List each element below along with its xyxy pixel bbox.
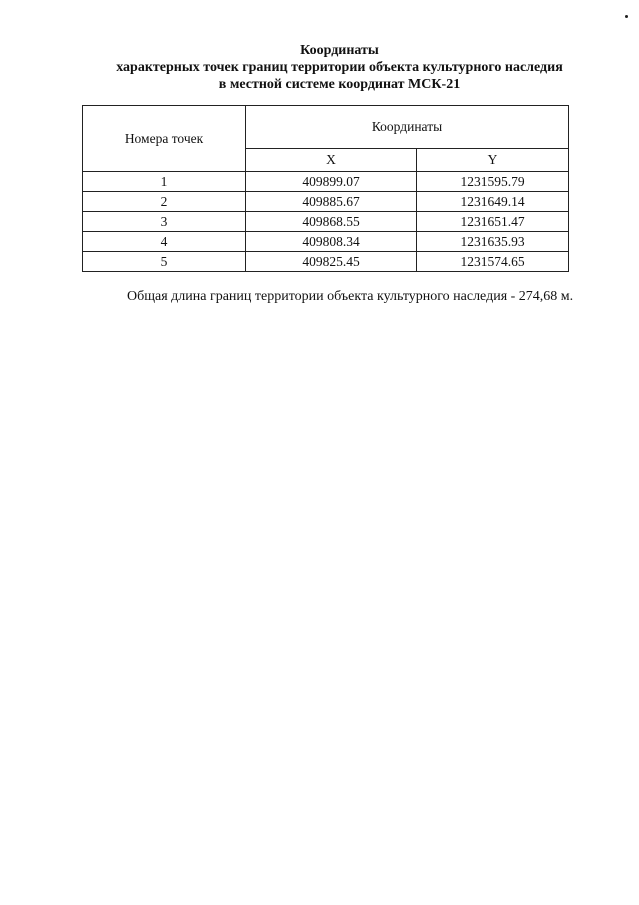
x-coordinate-cell: 409808.34 <box>246 232 417 252</box>
table-row <box>83 192 569 212</box>
coordinates-table <box>82 105 569 272</box>
point-number-cell: 5 <box>83 252 246 272</box>
heading-line-2: характерных точек границ территории объекта культурного наследия <box>116 60 563 75</box>
y-coordinate-cell: 1231635.93 <box>417 232 569 252</box>
y-coordinate-cell: 1231595.79 <box>417 172 569 192</box>
header-y: Y <box>417 148 569 171</box>
x-coordinate-cell: 409868.55 <box>246 212 417 232</box>
point-number-cell: 4 <box>83 232 246 252</box>
scan-mark <box>625 15 628 18</box>
header-x: X <box>246 148 417 171</box>
header-point-numbers: Номера точек <box>83 106 246 172</box>
table-row <box>83 212 569 232</box>
point-number-cell: 2 <box>83 192 246 212</box>
heading-line-1: Координаты <box>300 43 379 58</box>
point-number-cell: 1 <box>83 172 246 192</box>
table-row <box>83 172 569 192</box>
header-coordinates: Координаты <box>246 106 569 149</box>
x-coordinate-cell: 409885.67 <box>246 192 417 212</box>
heading-line-3: в местной системе координат МСК-21 <box>218 77 461 92</box>
x-coordinate-cell: 409899.07 <box>246 172 417 192</box>
y-coordinate-cell: 1231651.47 <box>417 212 569 232</box>
document-heading <box>0 42 639 93</box>
x-coordinate-cell: 409825.45 <box>246 252 417 272</box>
boundary-length-summary: Общая длина границ территории объекта культурного наследия - 274,68 м. <box>127 289 574 304</box>
y-coordinate-cell: 1231649.14 <box>417 192 569 212</box>
table-row <box>83 252 569 272</box>
table-row <box>83 232 569 252</box>
y-coordinate-cell: 1231574.65 <box>417 252 569 272</box>
point-number-cell: 3 <box>83 212 246 232</box>
